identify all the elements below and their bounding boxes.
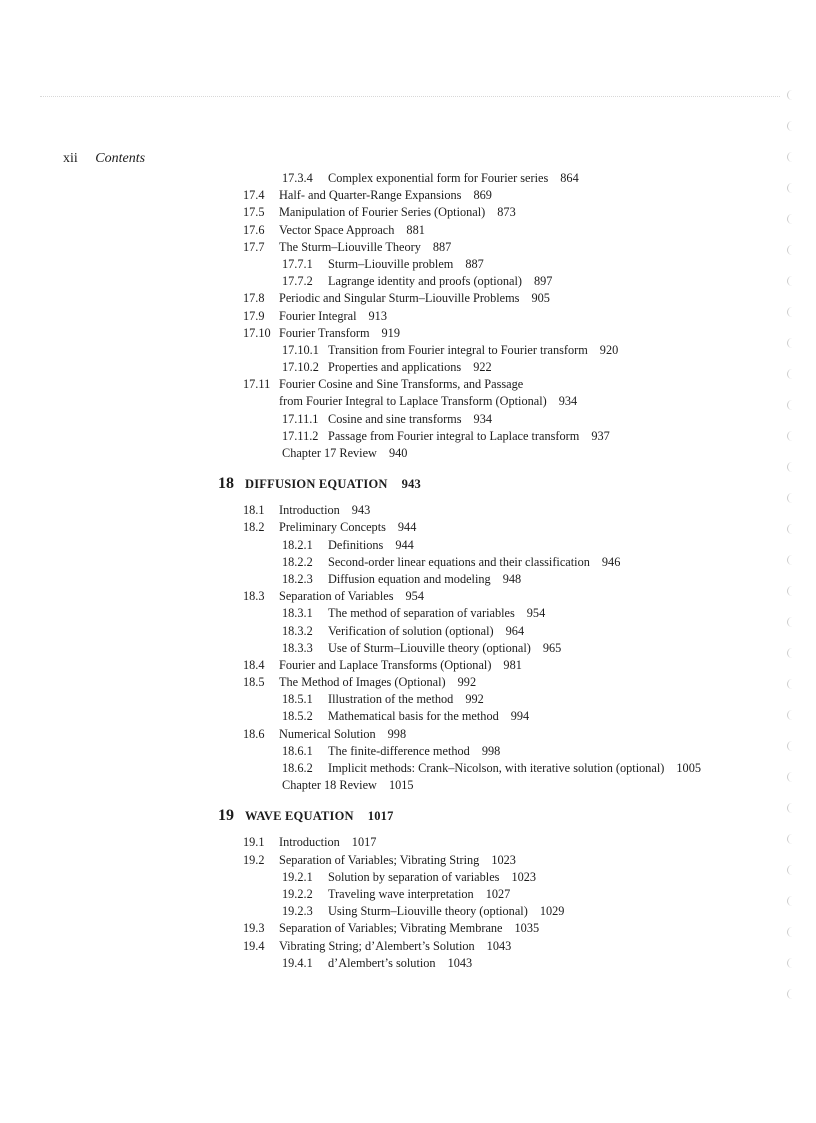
scan-mark <box>787 90 792 100</box>
section-number: 18.5.2 <box>282 709 313 724</box>
section-number: 18.2.3 <box>282 571 313 586</box>
section-number: 18.5 <box>243 675 265 690</box>
toc-entry <box>0 554 816 571</box>
entry-text <box>279 502 370 519</box>
toc-entry <box>0 256 816 273</box>
page-ref: 981 <box>503 657 522 672</box>
section-number: 17.4 <box>243 188 265 203</box>
section-title: Fourier and Laplace Transforms (Optional) <box>279 657 492 672</box>
toc-entry <box>0 187 816 204</box>
entry-text <box>279 726 406 743</box>
page-ref: 881 <box>406 222 425 237</box>
page-ref: 1023 <box>511 869 537 884</box>
toc-entry <box>0 834 816 851</box>
toc-entry <box>0 869 816 886</box>
toc-entry <box>0 726 816 743</box>
section-title: Separation of Variables; Vibrating String <box>279 852 480 867</box>
entry-text <box>328 869 536 886</box>
page-ref: 994 <box>510 709 530 724</box>
toc-entry <box>0 537 816 554</box>
entry-text <box>279 308 387 325</box>
section-title: Implicit methods: Crank–Nicolson, with iterative solution (optional) <box>328 761 665 775</box>
section-number: 18.3 <box>243 589 265 604</box>
entry-text <box>279 290 550 307</box>
entry-text <box>328 256 484 273</box>
entry-text <box>328 955 472 972</box>
entry-text <box>328 605 545 622</box>
section-title: Sturm–Liouville problem <box>328 256 454 271</box>
toc-entry <box>0 342 816 359</box>
section-title: Transition from Fourier integral to Fourier transform <box>328 342 588 357</box>
section-title: Separation of Variables; Vibrating Membrane <box>279 921 503 936</box>
section-number: 18.6 <box>243 726 265 741</box>
section-number: 18.3.2 <box>282 623 313 638</box>
page-ref: 944 <box>395 537 414 552</box>
page-ref: 992 <box>465 692 484 707</box>
section-title: The Sturm–Liouville Theory <box>279 239 421 254</box>
table-of-contents <box>0 170 816 972</box>
section-number: 18.2.2 <box>282 554 313 569</box>
toc-entry <box>0 920 816 937</box>
page-ref: 992 <box>457 675 477 690</box>
entry-text <box>328 554 620 571</box>
section-number: 18.6.1 <box>282 743 313 758</box>
section-title: Definitions <box>328 537 384 552</box>
section-number: 17.11 <box>243 377 271 392</box>
toc-entry <box>0 743 816 760</box>
section-number: 17.7.2 <box>282 274 313 289</box>
section-number: 18.2.1 <box>282 537 313 552</box>
section-number: 18.3.3 <box>282 640 313 655</box>
page-ref: 1043 <box>486 938 512 953</box>
toc-entry <box>0 239 816 256</box>
section-title: Complex exponential form for Fourier series <box>328 171 549 185</box>
scan-mark <box>787 152 792 162</box>
toc-entry <box>0 273 816 290</box>
scan-mark <box>787 989 792 999</box>
toc-entry <box>0 393 816 410</box>
section-number: 17.11.1 <box>282 411 319 426</box>
entry-text <box>279 325 400 342</box>
page-ref: 954 <box>526 606 546 621</box>
page-ref: 913 <box>368 308 387 323</box>
section-number: 19.2.3 <box>282 904 313 919</box>
page-ref: 998 <box>387 726 407 741</box>
toc-entry <box>0 502 816 519</box>
page-ref: 1017 <box>351 835 377 850</box>
page-ref: 1015 <box>388 778 414 793</box>
entry-text <box>328 886 510 903</box>
section-title: The finite-difference method <box>328 743 470 758</box>
chapter-heading <box>0 470 816 498</box>
toc-entry <box>0 852 816 869</box>
page-ref: 1027 <box>485 886 511 901</box>
page-ref: 869 <box>473 188 492 203</box>
page-ref: 934 <box>558 394 578 409</box>
entry-text <box>279 393 577 410</box>
entry-text <box>279 938 511 955</box>
section-title: Using Sturm–Liouville theory (optional) <box>328 904 528 919</box>
entry-text <box>328 708 529 725</box>
section-title: Vibrating String; d’Alembert’s Solution <box>279 938 475 953</box>
page-ref: 905 <box>531 291 550 306</box>
section-title: Preliminary Concepts <box>279 520 386 535</box>
section-title: Cosine and sine transforms <box>328 411 462 426</box>
entry-text <box>279 376 523 393</box>
entry-text <box>328 537 414 554</box>
section-title: Chapter 18 Review <box>282 778 377 793</box>
section-number: 17.10.2 <box>282 360 319 375</box>
entry-text <box>328 691 484 708</box>
entry-text <box>328 428 610 445</box>
page-ref: 887 <box>432 239 452 254</box>
toc-entry <box>0 170 816 187</box>
toc-entry <box>0 777 816 794</box>
toc-entry <box>0 938 816 955</box>
entry-text <box>279 239 451 256</box>
section-number: 19.3 <box>243 921 265 936</box>
toc-entry <box>0 640 816 657</box>
page-ref: 944 <box>397 520 417 535</box>
section-number: 18.1 <box>243 503 265 518</box>
entry-text <box>328 411 492 428</box>
entry-text <box>282 777 414 794</box>
section-title: Lagrange identity and proofs (optional) <box>328 274 522 289</box>
section-number: 19.2 <box>243 852 265 867</box>
toc-entry <box>0 674 816 691</box>
section-title: Use of Sturm–Liouville theory (optional) <box>328 640 531 655</box>
page-ref: 1005 <box>676 761 701 775</box>
page-ref: 943 <box>351 503 371 518</box>
page-ref: 937 <box>591 428 610 443</box>
running-title: Contents <box>95 151 146 166</box>
page-ref: 1043 <box>447 955 473 970</box>
page-ref: 1017 <box>367 809 394 824</box>
section-number: 18.3.1 <box>282 606 313 621</box>
section-title: Illustration of the method <box>328 692 454 707</box>
entry-text <box>328 760 701 777</box>
section-number: 17.7.1 <box>282 256 313 271</box>
section-number: 17.8 <box>243 291 265 306</box>
toc-entry <box>0 428 816 445</box>
page-ref: 998 <box>481 743 501 758</box>
section-title: Traveling wave interpretation <box>328 886 474 901</box>
entry-text <box>279 204 516 221</box>
section-title: Half- and Quarter-Range Expansions <box>279 188 462 203</box>
section-number: 18.2 <box>243 520 265 535</box>
section-title: Fourier Transform <box>279 325 370 340</box>
toc-entry <box>0 411 816 428</box>
section-title: from Fourier Integral to Laplace Transform (Optional) <box>279 394 547 409</box>
toc-entry <box>0 325 816 342</box>
entry-text <box>328 623 524 640</box>
entry-text <box>279 920 539 937</box>
section-title: The method of separation of variables <box>328 606 515 621</box>
entry-text <box>328 273 552 290</box>
section-number: 17.7 <box>243 239 265 254</box>
page-ref: 943 <box>401 477 421 492</box>
toc-entry <box>0 445 816 462</box>
section-number: 17.3.4 <box>282 171 313 185</box>
page-ref: 1023 <box>491 852 516 867</box>
toc-entry <box>0 605 816 622</box>
toc-entry <box>0 571 816 588</box>
entry-text <box>328 640 561 657</box>
entry-text <box>328 903 564 920</box>
section-title: Passage from Fourier integral to Laplace transform <box>328 428 580 443</box>
section-title: Mathematical basis for the method <box>328 709 499 724</box>
section-title: d’Alembert’s solution <box>328 955 436 970</box>
section-number: 17.5 <box>243 205 265 220</box>
chapter-heading <box>0 802 816 830</box>
page-ref: 934 <box>473 411 492 426</box>
page-ref: 1035 <box>514 921 540 936</box>
entry-text <box>279 834 376 851</box>
page-ref: 954 <box>405 589 424 604</box>
toc-entry <box>0 903 816 920</box>
section-title: Verification of solution (optional) <box>328 623 494 638</box>
entry-text <box>282 445 407 462</box>
page-ref: 922 <box>473 360 492 375</box>
chapter-number: 19 <box>218 807 234 825</box>
toc-entry <box>0 691 816 708</box>
chapter-title: WAVE EQUATION <box>245 809 354 824</box>
section-number: 19.2.2 <box>282 886 313 901</box>
section-title: Solution by separation of variables <box>328 869 500 884</box>
toc-entry <box>0 290 816 307</box>
toc-entry <box>0 657 816 674</box>
page-ref: 873 <box>497 205 516 220</box>
section-title: Introduction <box>279 835 340 850</box>
section-number: 18.6.2 <box>282 761 313 775</box>
section-title: Manipulation of Fourier Series (Optional) <box>279 205 486 220</box>
entry-text <box>245 802 394 830</box>
toc-entry <box>0 376 816 393</box>
entry-text <box>328 571 521 588</box>
page-ref: 940 <box>388 446 408 460</box>
entry-text <box>328 743 500 760</box>
chapter-number: 18 <box>218 475 234 493</box>
section-title: Properties and applications <box>328 360 462 375</box>
section-title: Diffusion equation and modeling <box>328 571 491 586</box>
page-ref: 920 <box>599 342 619 357</box>
section-title: Chapter 17 Review <box>282 446 377 460</box>
section-number: 17.10.1 <box>282 342 319 357</box>
entry-text <box>328 359 492 376</box>
section-title: The Method of Images (Optional) <box>279 675 446 690</box>
page-ref: 964 <box>505 623 525 638</box>
page-ref: 965 <box>542 640 562 655</box>
entry-text <box>328 342 618 359</box>
section-title: Numerical Solution <box>279 726 376 741</box>
section-number: 19.2.1 <box>282 869 313 884</box>
section-number: 19.4 <box>243 938 265 953</box>
page-ref: 919 <box>381 325 400 340</box>
page-number: xii <box>63 151 78 166</box>
page-ref: 946 <box>601 554 621 569</box>
toc-entry <box>0 955 816 972</box>
page-ref: 948 <box>502 571 522 586</box>
entry-text <box>279 657 522 674</box>
section-title: Separation of Variables <box>279 589 394 604</box>
toc-entry <box>0 760 816 777</box>
section-title: Introduction <box>279 503 340 518</box>
toc-entry <box>0 708 816 725</box>
section-title: Second-order linear equations and their classification <box>328 554 590 569</box>
section-title: Vector Space Approach <box>279 222 395 237</box>
scan-mark <box>787 121 792 131</box>
toc-entry <box>0 204 816 221</box>
running-header <box>63 151 145 167</box>
chapter-title: DIFFUSION EQUATION <box>245 477 388 492</box>
page-ref: 897 <box>533 274 553 289</box>
section-number: 19.1 <box>243 835 265 850</box>
toc-entry <box>0 519 816 536</box>
toc-entry <box>0 222 816 239</box>
section-title: Fourier Cosine and Sine Transforms, and Passage <box>279 377 524 392</box>
page-ref: 1029 <box>539 904 565 919</box>
section-title: Periodic and Singular Sturm–Liouville Problems <box>279 291 520 306</box>
section-number: 17.9 <box>243 308 265 323</box>
entry-text <box>279 187 492 204</box>
section-number: 17.6 <box>243 222 265 237</box>
section-number: 17.11.2 <box>282 428 319 443</box>
scan-edge-line <box>40 96 780 97</box>
toc-entry <box>0 886 816 903</box>
toc-entry <box>0 588 816 605</box>
toc-entry <box>0 359 816 376</box>
section-number: 17.10 <box>243 325 271 340</box>
entry-text <box>279 588 424 605</box>
entry-text <box>279 519 416 536</box>
page-ref: 887 <box>465 256 484 271</box>
toc-entry <box>0 623 816 640</box>
section-number: 19.4.1 <box>282 955 313 970</box>
toc-entry <box>0 308 816 325</box>
entry-text <box>279 674 476 691</box>
entry-text <box>279 222 425 239</box>
entry-text <box>279 852 516 869</box>
page-ref: 864 <box>560 171 579 185</box>
entry-text <box>328 170 579 187</box>
section-number: 18.4 <box>243 657 265 672</box>
section-number: 18.5.1 <box>282 692 313 707</box>
section-title: Fourier Integral <box>279 308 357 323</box>
entry-text <box>245 470 421 498</box>
